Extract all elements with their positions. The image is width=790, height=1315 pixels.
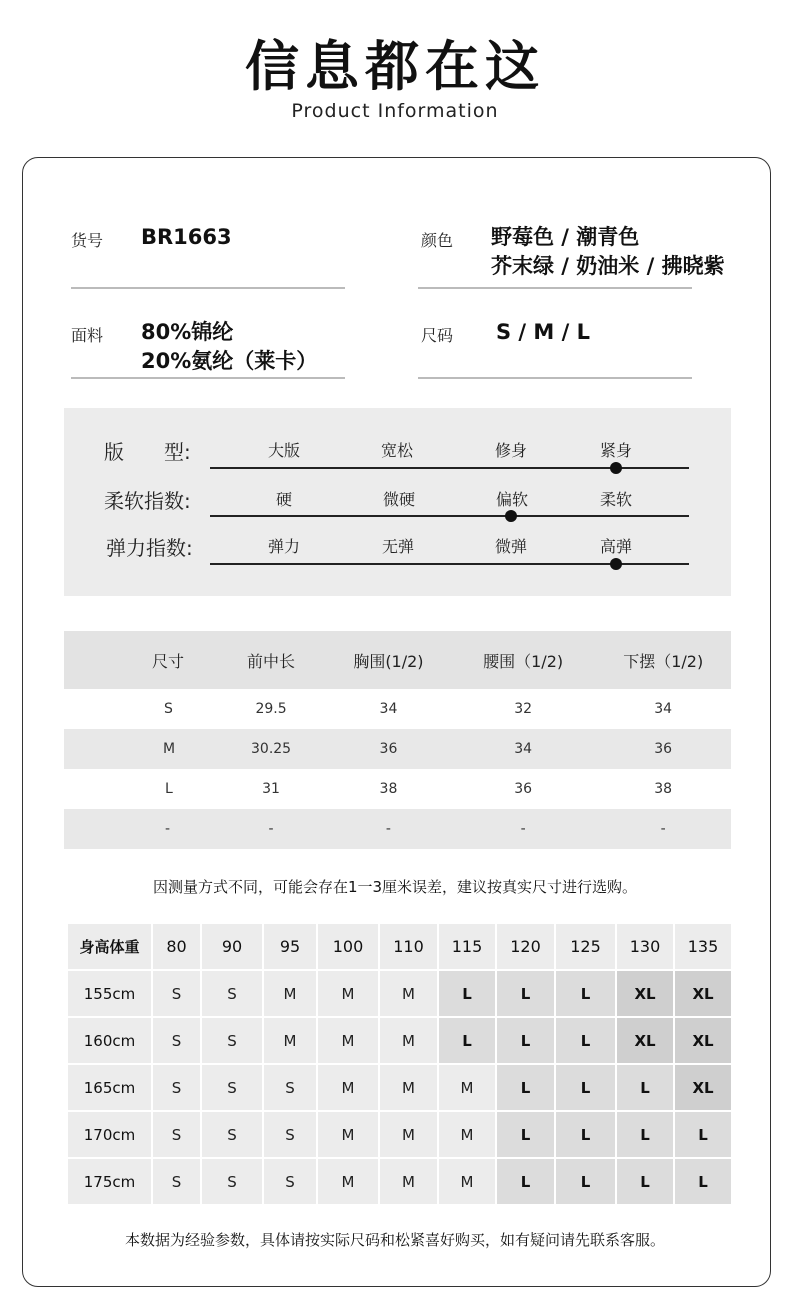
table-cell: -	[326, 809, 451, 849]
recommended-size-cell: L	[496, 970, 555, 1017]
table-cell: 31	[262, 781, 280, 797]
recommended-size-cell: XL	[674, 1017, 732, 1064]
color-value-line2: 芥末绿 / 奶油米 / 拂晓紫	[491, 254, 725, 278]
elasticity-option: 高弹	[599, 537, 632, 556]
recommended-size-cell: S	[152, 1064, 201, 1111]
table-cell: 29.5	[255, 701, 287, 717]
recommended-size-cell: L	[674, 1111, 732, 1158]
table-cell: 30.25	[216, 729, 326, 769]
softness-option: 硬	[275, 490, 292, 509]
table-cell: L	[165, 781, 173, 797]
divider	[71, 377, 345, 379]
table-cell: 32	[514, 701, 533, 717]
recommended-size-cell: S	[152, 1017, 201, 1064]
fit-type-option: 大版	[267, 441, 300, 460]
recommended-size-cell: M	[379, 1064, 438, 1111]
softness-label: 柔软指数:	[104, 489, 191, 513]
recommended-size-cell: M	[438, 1111, 496, 1158]
rec-corner-header: 身高体重	[67, 923, 152, 970]
reference-note: 本数据为经验参数，具体请按实际尺码和松紧喜好购买，如有疑问请先联系客服。	[124, 1231, 665, 1249]
recommended-size-cell: XL	[674, 1064, 732, 1111]
recommended-size-cell: M	[317, 1111, 379, 1158]
recommended-size-cell: L	[674, 1158, 732, 1205]
fit-type-option: 修身	[494, 441, 527, 460]
size-col-header: 胸围(1/2)	[326, 631, 451, 689]
recommended-size-cell: L	[438, 970, 496, 1017]
table-cell: -	[451, 809, 595, 849]
weight-col-header: 80	[152, 923, 201, 970]
recommended-size-cell: M	[317, 1064, 379, 1111]
softness-option: 柔软	[599, 490, 632, 509]
height-row-header: 160cm	[67, 1017, 152, 1064]
softness-option: 偏软	[495, 490, 528, 509]
table-cell: 36	[326, 729, 451, 769]
size-col-header: 尺寸	[64, 631, 216, 689]
recommended-size-cell: M	[379, 970, 438, 1017]
table-cell: 38	[379, 781, 398, 797]
weight-col-header: 135	[674, 923, 732, 970]
elasticity-option: 无弹	[381, 537, 414, 556]
table-cell: S	[164, 701, 173, 717]
recommended-size-cell: S	[263, 1111, 317, 1158]
recommended-size-cell: L	[616, 1158, 674, 1205]
weight-col-header: 125	[555, 923, 616, 970]
table-cell: 36	[595, 729, 731, 769]
table-row	[67, 970, 732, 1017]
size-table	[64, 631, 731, 849]
recommended-size-cell: S	[152, 970, 201, 1017]
table-cell: -	[216, 809, 326, 849]
recommended-size-cell: L	[496, 1111, 555, 1158]
table-cell: M	[64, 729, 216, 769]
weight-col-header: 90	[201, 923, 263, 970]
color-value-line1: 野莓色 / 潮青色	[491, 225, 640, 249]
table-cell: -	[595, 809, 731, 849]
fit-type-label: 版 型:	[104, 440, 191, 464]
table-cell: 34	[379, 701, 398, 717]
size-table-header	[64, 631, 731, 689]
recommended-size-cell: L	[496, 1017, 555, 1064]
recommended-size-cell: S	[201, 1158, 263, 1205]
recommended-size-cell: S	[152, 1158, 201, 1205]
recommended-size-cell: L	[438, 1017, 496, 1064]
weight-col-header: 110	[379, 923, 438, 970]
recommended-size-cell: L	[496, 1064, 555, 1111]
elasticity-option: 微弹	[494, 537, 527, 556]
recommended-size-cell: M	[379, 1158, 438, 1205]
divider	[418, 377, 692, 379]
item-no-value: BR1663	[141, 225, 232, 249]
item-no-label: 货号	[71, 231, 104, 250]
recommended-size-cell: M	[263, 1017, 317, 1064]
table-row	[67, 1158, 732, 1205]
size-col-header: 前中长	[216, 631, 326, 689]
size-value: S / M / L	[496, 320, 590, 344]
page-subtitle: Product Information	[291, 100, 499, 122]
page-title: 信息都在这	[245, 35, 545, 98]
recommended-size-cell: M	[438, 1064, 496, 1111]
recommended-size-cell: S	[201, 1064, 263, 1111]
recommended-size-cell: M	[379, 1017, 438, 1064]
recommended-size-cell: XL	[674, 970, 732, 1017]
height-row-header: 165cm	[67, 1064, 152, 1111]
recommended-size-cell: M	[438, 1158, 496, 1205]
size-col-header: 腰围（1/2)	[451, 631, 595, 689]
height-row-header: 170cm	[67, 1111, 152, 1158]
table-cell: 36	[514, 781, 533, 797]
table-cell: 34	[451, 729, 595, 769]
divider	[71, 287, 345, 289]
elasticity-option: 弹力	[267, 537, 300, 556]
size-recommendation-table	[66, 922, 733, 1206]
fabric-value-line2: 20%氨纶（莱卡）	[141, 349, 318, 373]
weight-col-header: 120	[496, 923, 555, 970]
recommended-size-cell: L	[496, 1158, 555, 1205]
height-row-header: 155cm	[67, 970, 152, 1017]
table-row	[67, 1064, 732, 1111]
recommended-size-cell: S	[152, 1111, 201, 1158]
weight-col-header: 95	[263, 923, 317, 970]
recommended-size-cell: XL	[616, 970, 674, 1017]
table-row	[64, 809, 731, 849]
fit-type-marker	[610, 462, 622, 474]
recommended-size-cell: L	[555, 1158, 616, 1205]
elasticity-label: 弹力指数:	[106, 536, 193, 560]
table-row	[64, 729, 731, 769]
softness-scale	[210, 515, 689, 517]
table-row	[64, 769, 731, 809]
table-cell: -	[64, 809, 216, 849]
elasticity-marker	[610, 558, 622, 570]
weight-col-header: 100	[317, 923, 379, 970]
recommended-size-cell: XL	[616, 1017, 674, 1064]
recommended-size-cell: S	[201, 970, 263, 1017]
fit-type-option: 紧身	[599, 441, 632, 460]
fabric-label: 面料	[71, 326, 104, 345]
table-row	[67, 1111, 732, 1158]
divider	[418, 287, 692, 289]
recommended-size-cell: M	[379, 1111, 438, 1158]
softness-marker	[505, 510, 517, 522]
recommended-size-cell: L	[555, 1017, 616, 1064]
recommended-size-cell: L	[555, 1111, 616, 1158]
height-row-header: 175cm	[67, 1158, 152, 1205]
table-row	[67, 1017, 732, 1064]
recommended-size-cell: S	[201, 1111, 263, 1158]
recommended-size-cell: M	[317, 1158, 379, 1205]
table-cell: 34	[654, 701, 673, 717]
fabric-value-line1: 80%锦纶	[141, 320, 234, 344]
size-label: 尺码	[421, 326, 454, 345]
recommended-size-cell: M	[317, 1017, 379, 1064]
recommended-size-cell: L	[616, 1064, 674, 1111]
recommended-size-cell: L	[555, 970, 616, 1017]
recommended-size-cell: S	[263, 1158, 317, 1205]
color-label: 颜色	[421, 231, 454, 250]
recommended-size-cell: L	[555, 1064, 616, 1111]
recommended-size-cell: S	[201, 1017, 263, 1064]
softness-option: 微硬	[382, 490, 415, 509]
size-col-header: 下摆（1/2)	[595, 631, 731, 689]
fit-type-option: 宽松	[380, 441, 413, 460]
recommended-size-cell: L	[616, 1111, 674, 1158]
recommended-size-cell: S	[263, 1064, 317, 1111]
weight-col-header: 130	[616, 923, 674, 970]
weight-col-header: 115	[438, 923, 496, 970]
rec-table-header	[67, 923, 732, 970]
recommended-size-cell: M	[263, 970, 317, 1017]
table-row	[64, 689, 731, 729]
recommended-size-cell: M	[317, 970, 379, 1017]
table-cell: 38	[654, 781, 673, 797]
measure-note: 因测量方式不同，可能会存在1一3厘米误差，建议按真实尺寸进行选购。	[152, 878, 638, 896]
